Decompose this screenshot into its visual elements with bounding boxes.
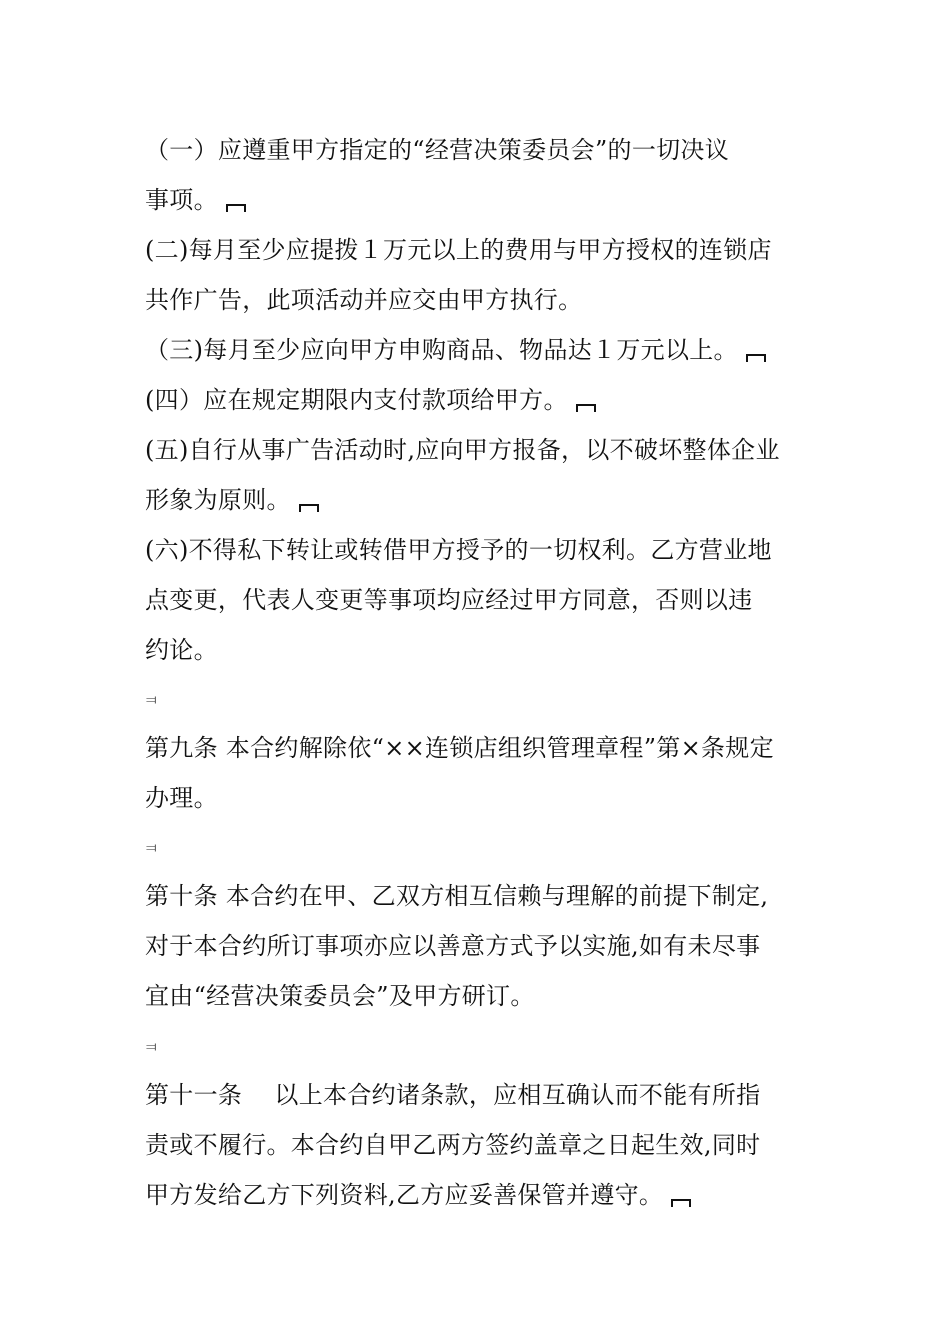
text-line [145, 235, 772, 265]
line-text: (六)不得私下转让或转借甲方授予的一切权利。乙方营业地 [145, 536, 772, 564]
text-line [145, 783, 218, 813]
text-line [145, 635, 218, 665]
line-text: (二)每月至少应提拨１万元以上的费用与甲方授权的连锁店 [145, 236, 772, 264]
line-text: 宜由“经营决策委员会”及甲方研订。 [145, 982, 535, 1010]
line-text: 第十一条 以上本合约诸条款，应相互确认而不能有所指 [145, 1081, 761, 1109]
text-line [145, 185, 246, 215]
text-line [145, 981, 535, 1011]
line-text: (四）应在规定期限内支付款项给甲方。 [145, 386, 568, 414]
text-line [145, 485, 319, 515]
text-line [145, 335, 766, 365]
line-text: 第九条 本合约解除依“××连锁店组织管理章程”第×条规定 [145, 734, 774, 762]
text-line [145, 881, 768, 911]
text-line [145, 1130, 760, 1160]
paragraph-mark-icon [299, 504, 319, 512]
paragraph-mark-icon [746, 354, 766, 362]
text-line [145, 285, 582, 315]
line-text: 责或不履行。本合约自甲乙两方签约盖章之日起生效,同时 [145, 1131, 761, 1159]
line-text: 点变更，代表人变更等事项均应经过甲方同意，否则以违 [145, 586, 753, 614]
line-text: 第十条 本合约在甲、乙双方相互信赖与理解的前提下制定, [145, 882, 769, 910]
line-text: 对于本合约所订事项亦应以善意方式予以实施,如有未尽事 [145, 932, 761, 960]
line-text: 约论。 [145, 636, 218, 664]
line-text: （三)每月至少应向甲方申购商品、物品达１万元以上。 [145, 336, 738, 364]
line-text: （一）应遵重甲方指定的“经营决策委员会”的一切决议 [145, 136, 730, 164]
line-text: 共作广告，此项活动并应交由甲方执行。 [145, 286, 583, 314]
separator-icon: ⫤ [146, 692, 157, 708]
paragraph-mark-icon [576, 404, 596, 412]
line-text: 形象为原则。 [145, 486, 291, 514]
text-line [145, 931, 760, 961]
text-line [145, 535, 772, 565]
text-line [145, 585, 753, 615]
separator-icon: ⫤ [146, 840, 157, 856]
text-line [145, 1080, 760, 1110]
line-text: (五)自行从事广告活动时,应向甲方报备，以不破坏整体企业 [145, 436, 780, 464]
text-line [145, 733, 774, 763]
line-text: 办理。 [145, 784, 218, 812]
paragraph-mark-icon [671, 1199, 691, 1207]
text-line [145, 135, 729, 165]
paragraph-mark-icon [226, 204, 246, 212]
separator-icon: ⫤ [146, 1039, 157, 1055]
line-text: 事项。 [145, 186, 218, 214]
text-line [145, 435, 780, 465]
text-line [145, 1180, 691, 1210]
line-text: 甲方发给乙方下列资料,乙方应妥善保管并遵守。 [145, 1181, 664, 1209]
text-line [145, 385, 596, 415]
